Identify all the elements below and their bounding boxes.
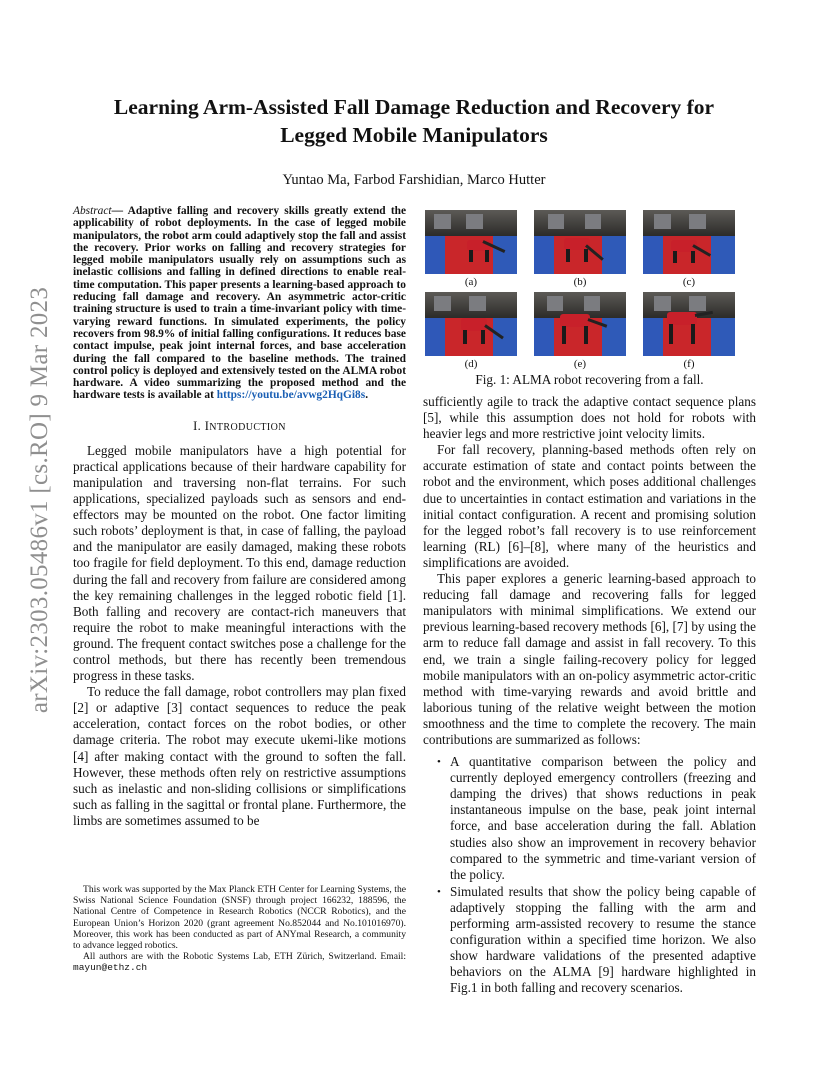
footnote: [73, 884, 406, 974]
figure-photo-b: [534, 210, 626, 274]
abstract: Abstract— Adaptive falling and recovery skills greatly extend the applicability of robot deployments. In the case of legged mobile manipulators, the robot arm could adaptively stop the fall and assist the recovery. Prior works on falling and recovery strategies for legged mobile manipulators usually rely on assumptions such as inelastic collisions and falling in defined directions to enable real-time computation. This paper presents a learning-based approach to reducing fall damage and recovery. An asymmetric actor-critic training structure is used to train a time-invariant policy with time-varying reward functions. In simulated experiments, the policy recovers from 98.9% of initial falling configurations. It reduces base contact impulse, peak joint internal forces, and base acceleration during the fall compared to the baseline methods. The trained control policy is deployed and extensively tested on the ALMA robot hardware. A video summarizing the proposed method and the hardware tests is available at https://youtu.be/avwg2HqGi8s.: [73, 205, 407, 402]
list-item: • Simulated results that show the policy being capable of adaptively stopping the falling with the arm and performing arm-assisted recovery to resume the stance configuration within a specified time horizon. We also show hardware validations of the presented adaptive behaviors on the ALMA [9] hardware highlighted in Fig.1 in both falling and recovery scenarios.: [437, 883, 756, 996]
author-list: Yuntao Ma, Farbod Farshidian, Marco Hutter: [282, 172, 546, 188]
paragraph: This paper explores a generic learning-based approach to reducing fall damage and recovering falls for legged manipulators with minimal simplifications. We extend our previous learning-based recovery methods [6], [7] by using the arm to reduce fall damage and assist in fall recovery. To this end, we train a single failing-recovery policy for legged mobile manipulators with an on-policy asymmetric actor-critic method with time-varying rewards and avoid brittle and laborious tuning of the relative weight between the motion smoothness and the time to complete the recovery. The main contributions are summarized as follows:: [423, 571, 756, 747]
video-link[interactable]: https://youtu.be/avwg2HqGi8s: [216, 389, 366, 402]
paper-title: Learning Arm-Assisted Fall Damage Reduction and Recovery for Legged Mobile Manipulators: [113, 95, 715, 147]
figure-photo-c: [643, 210, 735, 274]
figure-caption: Fig. 1: ALMA robot recovering from a fall.: [475, 372, 704, 387]
abstract-text: Adaptive falling and recovery skills greatly extend the applicability of robot deployments. In the case of legged mobile manipulators, the robot arm could adaptively stop the fall and assist the recovery. Prior works on falling and recovery strategies for legged mobile manipulators usually rely on assumptions such as inelastic collisions and falling in defined directions to enable real-time computation. This paper presents a learning-based approach to reducing fall damage and recovery. An asymmetric actor-critic training structure is used to train a time-invariant policy with time-varying reward functions. In simulated experiments, the policy recovers from 98.9% of initial falling configurations. It reduces base contact impulse, peak joint internal forces, and base acceleration during the fall compared to the baseline methods. The trained control policy is deployed and extensively tested on the ALMA robot hardware. A video summarizing the proposed method and the hardware tests is available at: [73, 205, 407, 402]
paragraph: To reduce the fall damage, robot controllers may plan fixed [2] or adaptive [3] contact sequences to reduce the peak acceleration, contact forces on the robot bodies, or other damage criteria. The robot may execute ukemi-like motions [4] after making contact with the ground to soften the fall. However, these methods often rely on restrictive assumptions such as inelastic and non-sliding collisions or simplifications such as falling in the sagittal or frontal plane. Furthermore, the limbs are sometimes assumed to be: [73, 684, 406, 828]
bullet-icon: •: [437, 885, 441, 898]
funding-note: This work was supported by the Max Planck ETH Center for Learning Systems, the Swiss National Science Foundation (SNSF) through project 166232, 188596, the National Centre of Competence in Research Robotics (NCCR Robotics), and the European Union’s Horizon 2020 (grant agreement No.852044 and No.101016970). Moreover, this work has been conducted as part of ANYmal Research, a community to advance legged robotics.: [73, 884, 406, 952]
list-item: • A quantitative comparison between the policy and currently deployed emergency controllers (freezing and damping the drives) that shows reductions in peak instantaneous impulse on the base, peak joint internal force, and base acceleration during the fall. Ablation studies also show an improvement in recovery behavior compared to the symmetric and time-variant version of the policy.: [437, 754, 756, 882]
figure-label-c: (c): [682, 276, 696, 288]
arxiv-identifier-stamp: arXiv:2303.05486v1 [cs.RO] 9 Mar 2023: [26, 286, 53, 714]
section-heading-introduction: I. INTRODUCTION: [193, 418, 286, 433]
left-column: [73, 205, 406, 829]
right-column: [423, 210, 756, 997]
affiliation-note: All authors are with the Robotic Systems Lab, ETH Zürich, Switzerland. Email: mayun@ethz.ch: [73, 951, 406, 974]
paragraph: Legged mobile manipulators have a high potential for practical applications because of their hardware capability for manipulation and traversing non-flat terrains. For such applications, specialized payloads such as sensors and end-effectors may be mounted on the robot. One factor limiting such robots’ deployment is that, in case of falling, the payload and the manipulator are easily damaged, making these robots too fragile for field deployment. To this end, damage reduction during the fall and recovery from failure are considered among the key remaining challenges in the legged robotic field [1]. Both falling and recovery are contact-rich maneuvers that require the robot to make meaningful interactions with the ground. The frequent contact switches pose a challenge for the control methods, but there has recently been tremendous progress in these tasks.: [73, 442, 406, 684]
bullet-icon: •: [437, 756, 441, 769]
paragraph: For fall recovery, planning-based methods often rely on accurate estimation of state and contact points between the robot and the environment, which poses additional challenges due to uncertainties in contact estimation and variations in the initial contact configuration. A recent and promising solution for the legged robot’s fall recovery is to use reinforcement learning (RL) [6]–[8], where many of the heuristics and simplifications are avoided.: [423, 442, 756, 570]
figure-photo-f: [643, 292, 735, 356]
figure-label-f: (f): [683, 358, 695, 370]
email-address: mayun@ethz.ch: [73, 962, 148, 974]
contributions-list: [423, 754, 756, 996]
figure-photo-d: [425, 292, 517, 356]
figure-label-e: (e): [573, 358, 587, 370]
abstract-label: Abstract: [73, 205, 112, 217]
figure-photo-a: [425, 210, 517, 274]
figure-photo-e: [534, 292, 626, 356]
figure-label-d: (d): [464, 358, 478, 370]
paragraph: sufficiently agile to track the adaptive contact sequence plans [5], while this assumption does not hold for robots with heavier legs and more restrictive joint velocity limits.: [423, 394, 756, 442]
figure-1-grid: [423, 210, 756, 370]
figure-label-b: (b): [573, 276, 587, 288]
figure-label-a: (a): [464, 276, 478, 288]
